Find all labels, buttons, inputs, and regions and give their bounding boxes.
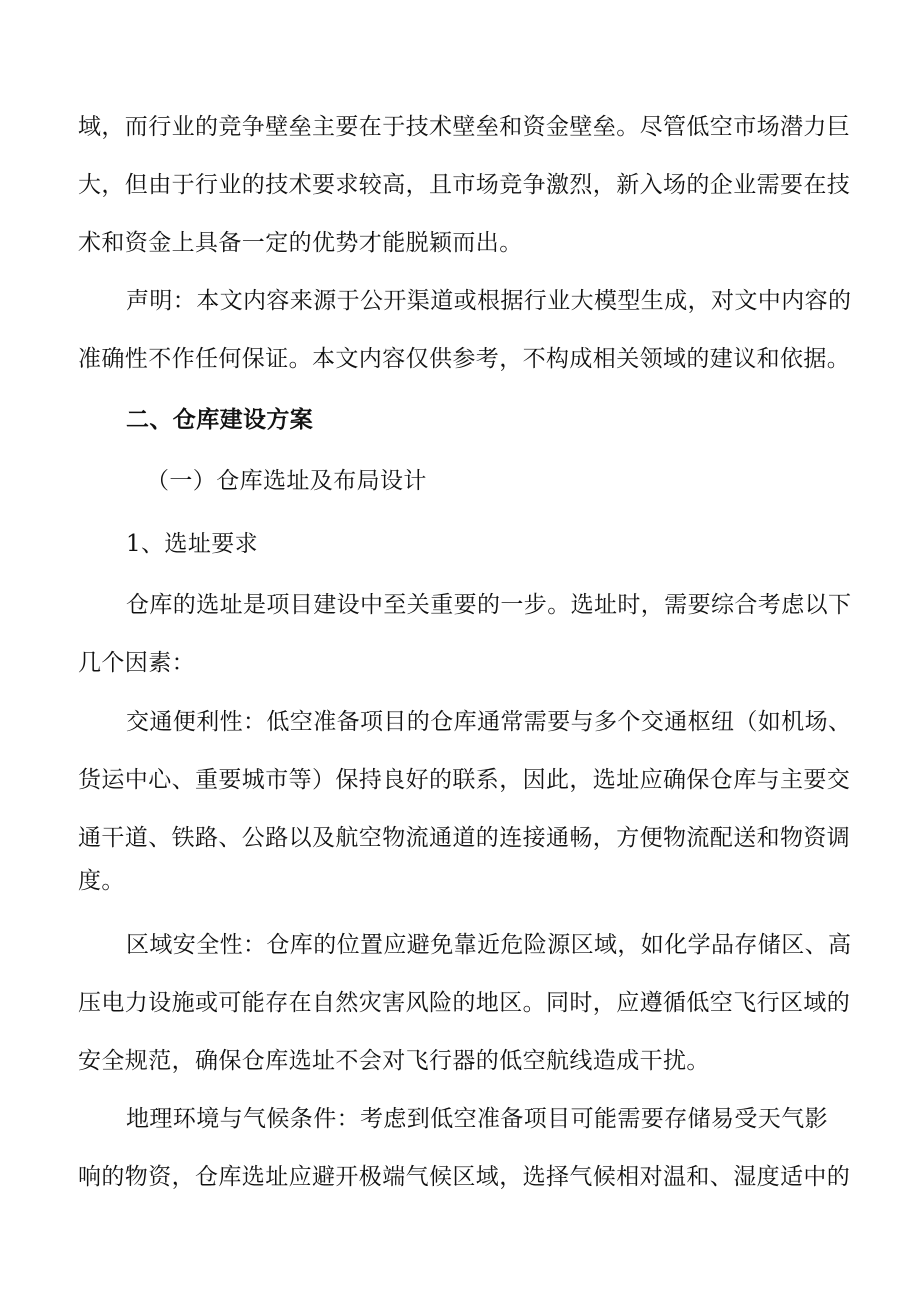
paragraph-line: 度。 bbox=[78, 868, 125, 894]
paragraph-line: 区域安全性：仓库的位置应避免靠近危险源区域，如化学品存储区、高 bbox=[126, 932, 852, 958]
paragraph-line: 货运中心、重要城市等）保持良好的联系，因此，选址应确保仓库与主要交 bbox=[78, 767, 851, 793]
paragraph-line: 压电力设施或可能存在自然灾害风险的地区。同时，应遵循低空飞行区域的 bbox=[78, 990, 851, 1016]
section-heading: 二、仓库建设方案 bbox=[126, 406, 314, 433]
paragraph-line: 域，而行业的竞争壁垒主要在于技术壁垒和资金壁垒。尽管低空市场潜力巨 bbox=[78, 114, 851, 140]
paragraph-line: 大，但由于行业的技术要求较高，且市场竞争激烈，新入场的企业需要在技 bbox=[78, 172, 851, 198]
disclaimer-line: 声明：本文内容来源于公开渠道或根据行业大模型生成，对文中内容的 bbox=[126, 288, 852, 314]
paragraph-line: 地理环境与气候条件：考虑到低空准备项目可能需要存储易受天气影 bbox=[126, 1106, 828, 1132]
paragraph-line: 交通便利性：低空准备项目的仓库通常需要与多个交通枢纽（如机场、 bbox=[126, 709, 852, 735]
disclaimer-line: 准确性不作任何保证。本文内容仅供参考，不构成相关领域的建议和依据。 bbox=[78, 346, 851, 372]
paragraph-line: 术和资金上具备一定的优势才能脱颖而出。 bbox=[78, 230, 523, 256]
paragraph-line: 响的物资，仓库选址应避开极端气候区域，选择气候相对温和、湿度适中的 bbox=[78, 1164, 851, 1190]
paragraph-line: 仓库的选址是项目建设中至关重要的一步。选址时，需要综合考虑以下 bbox=[126, 592, 852, 618]
item-heading: 1、选址要求 bbox=[126, 531, 259, 557]
paragraph-line: 几个因素： bbox=[78, 650, 195, 676]
paragraph-line: 通干道、铁路、公路以及航空物流通道的连接通畅，方便物流配送和物资调 bbox=[78, 825, 851, 851]
subsection-heading: （一）仓库选址及布局设计 bbox=[146, 468, 427, 494]
paragraph-line: 安全规范，确保仓库选址不会对飞行器的低空航线造成干扰。 bbox=[78, 1048, 710, 1074]
